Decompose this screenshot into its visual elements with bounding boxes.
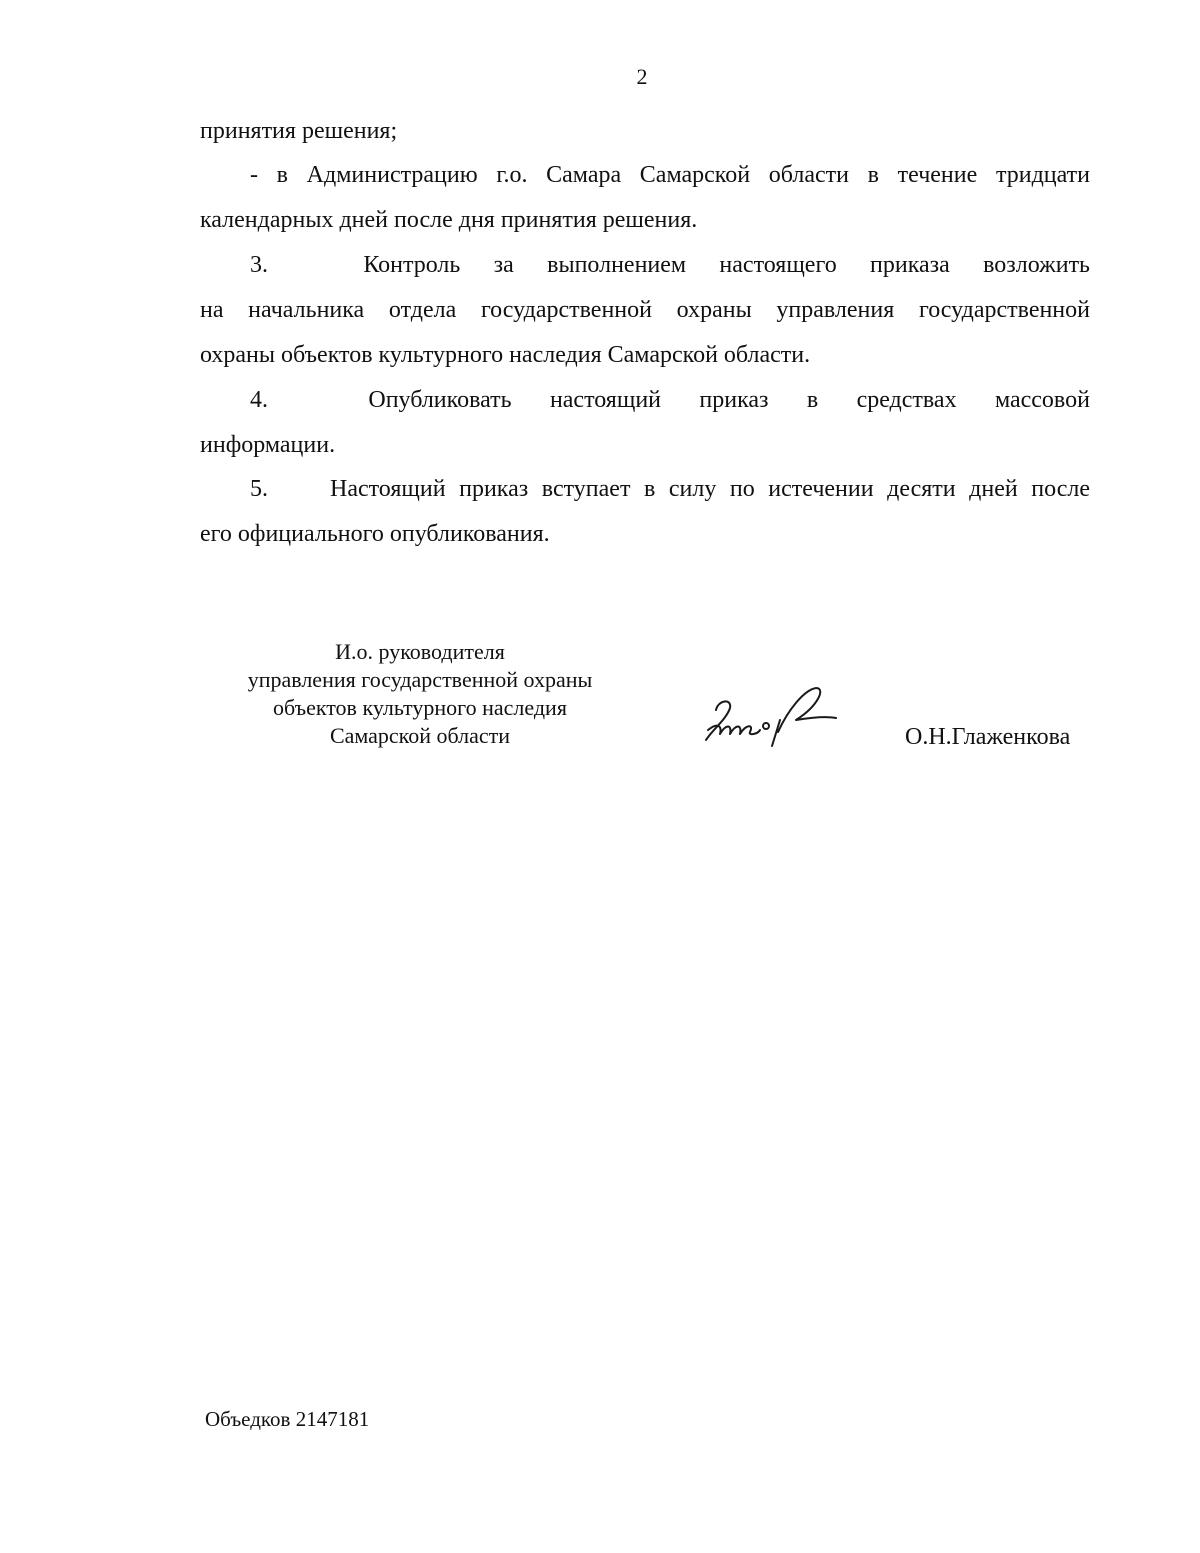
word: приказа: [870, 252, 950, 278]
signer-name: О.Н.Глаженкова: [905, 724, 1071, 750]
body-line: охраны объектов культурного наследия Самарской области.: [200, 342, 811, 368]
item-3-line-1: [250, 250, 1090, 280]
word: возложить: [983, 252, 1090, 278]
word: выполнением: [547, 252, 687, 278]
body-line: информации.: [200, 432, 336, 458]
item-4-line-1: [250, 385, 1090, 415]
word: настоящего: [719, 252, 837, 278]
word: за: [493, 252, 514, 278]
body-line: принятия решения;: [200, 118, 398, 144]
word: в: [806, 387, 819, 413]
body-line: календарных дней после дня принятия решения.: [200, 207, 698, 233]
item-4-number: 4.: [250, 387, 268, 413]
word: Контроль: [363, 252, 461, 278]
word: средствах: [856, 387, 957, 413]
executor-contact: Объедков 2147181: [205, 1407, 370, 1431]
signer-title-line: И.о. руководителя: [335, 639, 505, 664]
word: Опубликовать: [368, 387, 512, 413]
signer-title-line: объектов культурного наследия: [273, 695, 567, 720]
item-5-number: 5.: [250, 476, 268, 502]
word: массовой: [994, 387, 1090, 413]
word: приказ: [699, 387, 769, 413]
page-number: 2: [636, 64, 648, 89]
body-line: на начальника отдела государственной охраны управления государственной: [200, 297, 1090, 323]
signature-block: [200, 638, 640, 750]
body-text: Настоящий приказ вступает в силу по истечении десяти дней после: [330, 476, 1090, 502]
body-line: его официального опубликования.: [200, 521, 550, 547]
item-3-number: 3.: [250, 252, 268, 278]
body-line: - в Администрацию г.о. Самара Самарской области в течение тридцати: [250, 162, 1090, 188]
signer-title-line: управления государственной охраны: [247, 667, 593, 692]
word: настоящий: [549, 387, 662, 413]
signer-title-line: Самарской области: [329, 723, 511, 748]
item-5-line-1: [250, 474, 1090, 504]
handwritten-signature: [698, 680, 858, 750]
